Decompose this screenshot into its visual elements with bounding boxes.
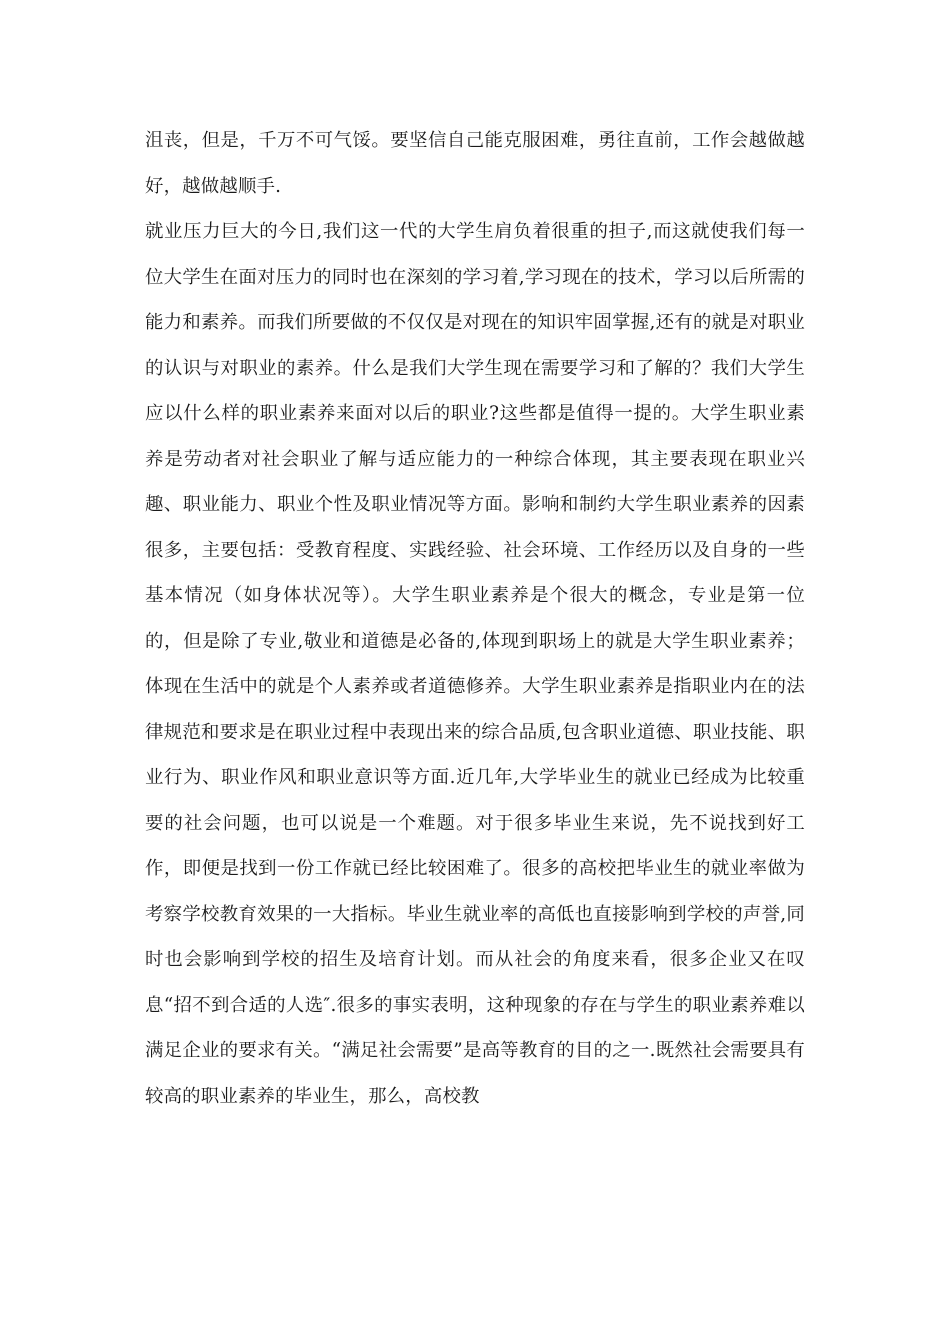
paragraph-career-literacy: 就业压力巨大的今日,我们这一代的大学生肩负着很重的担子,而这就使我们每一位大学生在面对压力的同时也在深刻的学习着,学习现在的技术，学习以后所需的能力和素养。而我们所要做的不仅仅是对现在的知识牢固掌握,还有的就是对职业的认识与对职业的素养。什么是我们大学生现在需要学习和了解的？我们大学生应以什么样的职业素养来面对以后的职业?这些都是值得一提的。大学生职业素养是劳动者对社会职业了解与适应能力的一种综合体现，其主要表现在职业兴趣、职业能力、职业个性及职业情况等方面。影响和制约大学生职业素养的因素很多，主要包括：受教育程度、实践经验、社会环境、工作经历以及自身的一些基本情况（如身体状况等）。大学生职业素养是个很大的概念，专业是第一位的，但是除了专业,敬业和道德是必备的,体现到职场上的就是大学生职业素养；体现在生活中的就是个人素养或者道德修养。大学生职业素养是指职业内在的法律规范和要求是在职业过程中表现出来的综合品质,包含职业道德、职业技能、职业行为、职业作风和职业意识等方面.近几年,大学毕业生的就业已经成为比较重要的社会问题，也可以说是一个难题。对于很多毕业生来说，先不说找到好工作，即便是找到一份工作就已经比较困难了。很多的高校把毕业生的就业率做为考察学校教育效果的一大指标。毕业生就业率的高低也直接影响到学校的声誉,同时也会影响到学校的招生及培育计划。而从社会的角度来看，很多企业又在叹息“招不到合适的人选″.很多的事实表明，这种现象的存在与学生的职业素养难以满足企业的要求有关。“满足社会需要”是高等教育的目的之一.既然社会需要具有较高的职业素养的毕业生，那么，高校教: [145, 221, 805, 1107]
paragraph-continuation: 沮丧，但是，千万不可气馁。要坚信自己能克服困难，勇往直前，工作会越做越好，越做越顺手.: [145, 130, 805, 197]
body-text: [145, 118, 805, 1119]
